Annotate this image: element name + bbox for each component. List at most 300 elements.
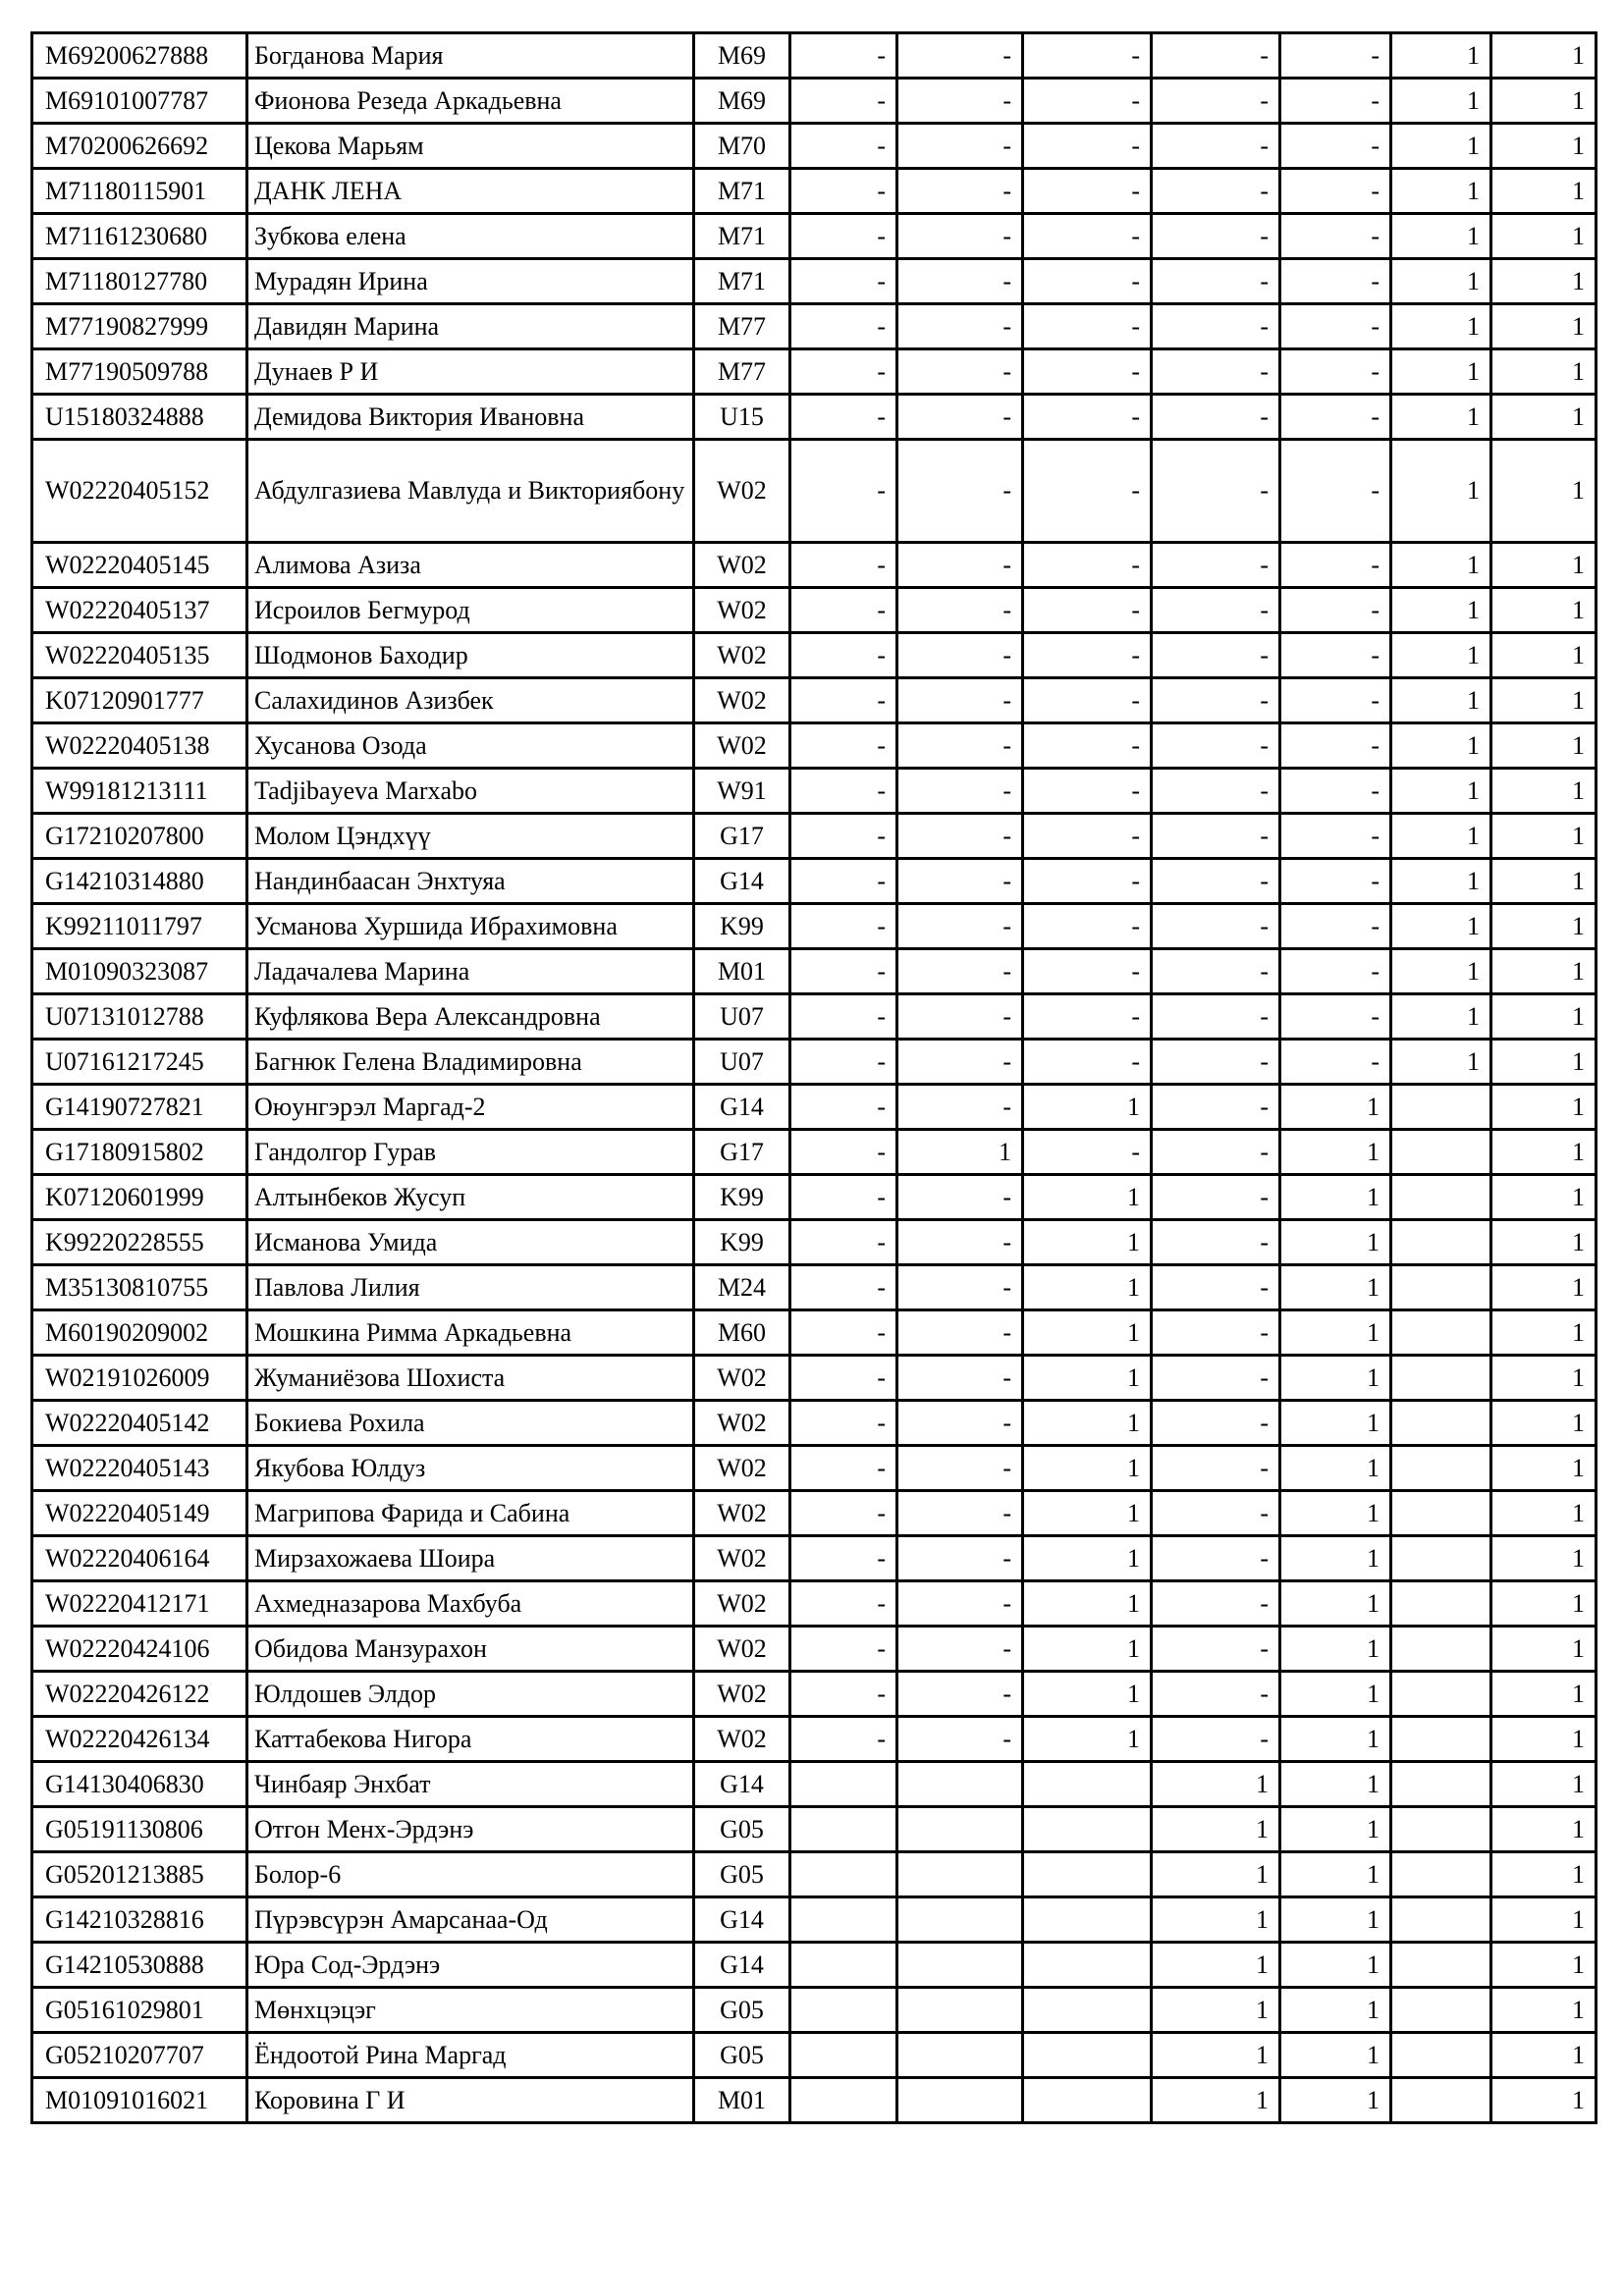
- table-row: [32, 214, 1597, 259]
- name-cell: Юлдошев Элдор: [247, 1672, 694, 1717]
- value-cell-6: [1391, 1130, 1491, 1175]
- value-cell-5: 1: [1280, 1943, 1391, 1988]
- total-cell: 1: [1491, 904, 1597, 949]
- value-cell-1: -: [790, 1717, 897, 1762]
- value-cell-3: -: [1023, 214, 1152, 259]
- value-cell-4: -: [1152, 678, 1280, 723]
- value-cell-3: -: [1023, 395, 1152, 440]
- value-cell-3: -: [1023, 169, 1152, 214]
- total-cell: 1: [1491, 1762, 1597, 1807]
- id-cell: W02191026009: [32, 1356, 247, 1401]
- value-cell-6: 1: [1391, 79, 1491, 124]
- code-cell: W91: [694, 769, 790, 814]
- table-row: [32, 33, 1597, 79]
- id-cell: G17210207800: [32, 814, 247, 859]
- value-cell-1: -: [790, 1220, 897, 1265]
- name-cell: Каттабекова Нигора: [247, 1717, 694, 1762]
- id-cell: W02220426134: [32, 1717, 247, 1762]
- value-cell-1: -: [790, 1310, 897, 1356]
- value-cell-6: 1: [1391, 124, 1491, 169]
- value-cell-5: -: [1280, 259, 1391, 304]
- value-cell-3: -: [1023, 633, 1152, 678]
- name-cell: Магрипова Фарида и Сабина: [247, 1491, 694, 1536]
- value-cell-5: 1: [1280, 1265, 1391, 1310]
- name-cell: Исманова Умида: [247, 1220, 694, 1265]
- value-cell-2: -: [897, 1401, 1023, 1446]
- data-table: [30, 31, 1597, 2124]
- value-cell-6: 1: [1391, 440, 1491, 543]
- code-cell: W02: [694, 678, 790, 723]
- value-cell-5: -: [1280, 33, 1391, 79]
- value-cell-4: -: [1152, 543, 1280, 588]
- value-cell-5: 1: [1280, 1491, 1391, 1536]
- code-cell: G14: [694, 1943, 790, 1988]
- value-cell-4: -: [1152, 214, 1280, 259]
- value-cell-6: 1: [1391, 214, 1491, 259]
- value-cell-1: -: [790, 1491, 897, 1536]
- value-cell-5: 1: [1280, 1581, 1391, 1627]
- name-cell: Жуманиёзова Шохиста: [247, 1356, 694, 1401]
- table-row: [32, 1943, 1597, 1988]
- value-cell-2: -: [897, 1627, 1023, 1672]
- value-cell-5: 1: [1280, 1627, 1391, 1672]
- table-row: [32, 1446, 1597, 1491]
- id-cell: U15180324888: [32, 395, 247, 440]
- value-cell-2: -: [897, 1491, 1023, 1536]
- code-cell: M71: [694, 214, 790, 259]
- value-cell-5: -: [1280, 994, 1391, 1040]
- total-cell: 1: [1491, 79, 1597, 124]
- value-cell-4: 1: [1152, 1807, 1280, 1852]
- value-cell-1: [790, 1943, 897, 1988]
- code-cell: W02: [694, 1581, 790, 1627]
- value-cell-2: [897, 1988, 1023, 2033]
- total-cell: 1: [1491, 1717, 1597, 1762]
- value-cell-4: -: [1152, 1672, 1280, 1717]
- code-cell: W02: [694, 440, 790, 543]
- value-cell-5: 1: [1280, 1130, 1391, 1175]
- value-cell-5: -: [1280, 678, 1391, 723]
- value-cell-1: [790, 1988, 897, 2033]
- value-cell-5: 1: [1280, 1175, 1391, 1220]
- value-cell-3: 1: [1023, 1085, 1152, 1130]
- value-cell-4: -: [1152, 304, 1280, 349]
- value-cell-2: [897, 2033, 1023, 2078]
- total-cell: 1: [1491, 1446, 1597, 1491]
- table-row: [32, 1085, 1597, 1130]
- value-cell-6: [1391, 1988, 1491, 2033]
- value-cell-2: -: [897, 588, 1023, 633]
- value-cell-6: 1: [1391, 543, 1491, 588]
- value-cell-6: 1: [1391, 994, 1491, 1040]
- code-cell: G14: [694, 1897, 790, 1943]
- total-cell: 1: [1491, 769, 1597, 814]
- value-cell-5: 1: [1280, 1085, 1391, 1130]
- code-cell: M69: [694, 33, 790, 79]
- value-cell-2: -: [897, 949, 1023, 994]
- value-cell-6: [1391, 1310, 1491, 1356]
- value-cell-6: [1391, 1897, 1491, 1943]
- name-cell: Оюунгэрэл Маргад-2: [247, 1085, 694, 1130]
- value-cell-3: -: [1023, 349, 1152, 395]
- value-cell-2: -: [897, 259, 1023, 304]
- value-cell-6: [1391, 1672, 1491, 1717]
- code-cell: G14: [694, 1085, 790, 1130]
- value-cell-1: -: [790, 1356, 897, 1401]
- value-cell-2: -: [897, 814, 1023, 859]
- id-cell: W02220412171: [32, 1581, 247, 1627]
- name-cell: Обидова Манзурахон: [247, 1627, 694, 1672]
- value-cell-4: 1: [1152, 2078, 1280, 2123]
- value-cell-6: 1: [1391, 814, 1491, 859]
- name-cell: Нандинбаасан Энхтуяа: [247, 859, 694, 904]
- table-row: [32, 1988, 1597, 2033]
- value-cell-1: [790, 1762, 897, 1807]
- value-cell-1: -: [790, 259, 897, 304]
- total-cell: 1: [1491, 1852, 1597, 1897]
- table-row: [32, 1401, 1597, 1446]
- code-cell: M01: [694, 2078, 790, 2123]
- value-cell-6: 1: [1391, 633, 1491, 678]
- value-cell-1: [790, 1897, 897, 1943]
- name-cell: Юра Сод-Эрдэнэ: [247, 1943, 694, 1988]
- id-cell: M77190827999: [32, 304, 247, 349]
- value-cell-1: -: [790, 304, 897, 349]
- value-cell-4: -: [1152, 633, 1280, 678]
- name-cell: Шодмонов Баходир: [247, 633, 694, 678]
- value-cell-1: [790, 2033, 897, 2078]
- id-cell: W99181213111: [32, 769, 247, 814]
- value-cell-1: -: [790, 33, 897, 79]
- value-cell-6: 1: [1391, 259, 1491, 304]
- value-cell-5: -: [1280, 440, 1391, 543]
- code-cell: W02: [694, 1446, 790, 1491]
- value-cell-1: -: [790, 904, 897, 949]
- id-cell: W02220405145: [32, 543, 247, 588]
- code-cell: G05: [694, 1852, 790, 1897]
- name-cell: Коровина Г И: [247, 2078, 694, 2123]
- table-row: [32, 1356, 1597, 1401]
- value-cell-5: -: [1280, 79, 1391, 124]
- value-cell-1: -: [790, 1175, 897, 1220]
- value-cell-5: 1: [1280, 1717, 1391, 1762]
- code-cell: W02: [694, 543, 790, 588]
- value-cell-4: -: [1152, 949, 1280, 994]
- value-cell-5: 1: [1280, 1401, 1391, 1446]
- value-cell-2: 1: [897, 1130, 1023, 1175]
- value-cell-4: -: [1152, 440, 1280, 543]
- value-cell-5: -: [1280, 395, 1391, 440]
- value-cell-4: -: [1152, 169, 1280, 214]
- value-cell-2: -: [897, 1085, 1023, 1130]
- total-cell: 1: [1491, 1491, 1597, 1536]
- value-cell-5: 1: [1280, 1988, 1391, 2033]
- value-cell-1: -: [790, 124, 897, 169]
- table-row: [32, 1175, 1597, 1220]
- id-cell: M01090323087: [32, 949, 247, 994]
- table-row: [32, 904, 1597, 949]
- value-cell-4: 1: [1152, 2033, 1280, 2078]
- id-cell: M69200627888: [32, 33, 247, 79]
- value-cell-6: [1391, 2033, 1491, 2078]
- total-cell: 1: [1491, 395, 1597, 440]
- code-cell: M70: [694, 124, 790, 169]
- value-cell-6: [1391, 1852, 1491, 1897]
- value-cell-4: -: [1152, 1446, 1280, 1491]
- value-cell-4: -: [1152, 859, 1280, 904]
- value-cell-3: [1023, 1807, 1152, 1852]
- value-cell-5: 1: [1280, 1672, 1391, 1717]
- id-cell: G05161029801: [32, 1988, 247, 2033]
- table-row: [32, 79, 1597, 124]
- value-cell-2: -: [897, 859, 1023, 904]
- value-cell-4: -: [1152, 1265, 1280, 1310]
- code-cell: G05: [694, 1988, 790, 2033]
- value-cell-5: -: [1280, 633, 1391, 678]
- value-cell-1: -: [790, 1446, 897, 1491]
- value-cell-6: [1391, 1446, 1491, 1491]
- id-cell: M71180127780: [32, 259, 247, 304]
- name-cell: Ёндоотой Рина Маргад: [247, 2033, 694, 2078]
- value-cell-1: -: [790, 440, 897, 543]
- table-row: [32, 1581, 1597, 1627]
- value-cell-1: -: [790, 588, 897, 633]
- value-cell-4: -: [1152, 769, 1280, 814]
- value-cell-4: -: [1152, 904, 1280, 949]
- value-cell-5: 1: [1280, 1310, 1391, 1356]
- name-cell: Ладачалева Марина: [247, 949, 694, 994]
- value-cell-1: -: [790, 769, 897, 814]
- value-cell-4: 1: [1152, 1943, 1280, 1988]
- table-row: [32, 2078, 1597, 2123]
- table-row: [32, 769, 1597, 814]
- value-cell-5: 1: [1280, 1536, 1391, 1581]
- total-cell: 1: [1491, 349, 1597, 395]
- total-cell: 1: [1491, 1536, 1597, 1581]
- total-cell: 1: [1491, 723, 1597, 769]
- value-cell-6: [1391, 1356, 1491, 1401]
- id-cell: G17180915802: [32, 1130, 247, 1175]
- value-cell-2: -: [897, 1672, 1023, 1717]
- table-row: [32, 259, 1597, 304]
- value-cell-2: -: [897, 1536, 1023, 1581]
- code-cell: W02: [694, 588, 790, 633]
- value-cell-2: -: [897, 1717, 1023, 1762]
- value-cell-2: -: [897, 395, 1023, 440]
- value-cell-1: -: [790, 633, 897, 678]
- value-cell-3: -: [1023, 814, 1152, 859]
- id-cell: K99211011797: [32, 904, 247, 949]
- value-cell-2: -: [897, 543, 1023, 588]
- value-cell-6: [1391, 1220, 1491, 1265]
- value-cell-4: -: [1152, 1491, 1280, 1536]
- table-row: [32, 859, 1597, 904]
- value-cell-1: -: [790, 1536, 897, 1581]
- table-row: [32, 1040, 1597, 1085]
- value-cell-6: [1391, 1627, 1491, 1672]
- table-row: [32, 2033, 1597, 2078]
- table-row: [32, 395, 1597, 440]
- total-cell: 1: [1491, 1943, 1597, 1988]
- value-cell-3: [1023, 1943, 1152, 1988]
- name-cell: Алтынбеков Жусуп: [247, 1175, 694, 1220]
- id-cell: K07120901777: [32, 678, 247, 723]
- value-cell-1: [790, 1807, 897, 1852]
- table-row: [32, 1536, 1597, 1581]
- table-row: [32, 1310, 1597, 1356]
- value-cell-4: 1: [1152, 1852, 1280, 1897]
- code-cell: W02: [694, 1356, 790, 1401]
- value-cell-3: -: [1023, 124, 1152, 169]
- value-cell-5: -: [1280, 1040, 1391, 1085]
- table-row: [32, 1220, 1597, 1265]
- value-cell-6: 1: [1391, 169, 1491, 214]
- code-cell: M77: [694, 304, 790, 349]
- table-row: [32, 169, 1597, 214]
- id-cell: M35130810755: [32, 1265, 247, 1310]
- id-cell: M71161230680: [32, 214, 247, 259]
- value-cell-2: -: [897, 1581, 1023, 1627]
- id-cell: K99220228555: [32, 1220, 247, 1265]
- value-cell-6: [1391, 1491, 1491, 1536]
- total-cell: 1: [1491, 994, 1597, 1040]
- name-cell: Усманова Хуршида Ибрахимовна: [247, 904, 694, 949]
- table-row: [32, 1717, 1597, 1762]
- value-cell-1: -: [790, 349, 897, 395]
- value-cell-2: -: [897, 1175, 1023, 1220]
- name-cell: Багнюк Гелена Владимировна: [247, 1040, 694, 1085]
- table-row: [32, 633, 1597, 678]
- table-row: [32, 124, 1597, 169]
- value-cell-3: -: [1023, 33, 1152, 79]
- code-cell: M01: [694, 949, 790, 994]
- value-cell-3: 1: [1023, 1491, 1152, 1536]
- total-cell: 1: [1491, 1581, 1597, 1627]
- value-cell-4: -: [1152, 1581, 1280, 1627]
- value-cell-6: 1: [1391, 588, 1491, 633]
- value-cell-5: -: [1280, 214, 1391, 259]
- value-cell-3: 1: [1023, 1175, 1152, 1220]
- total-cell: 1: [1491, 1265, 1597, 1310]
- id-cell: W02220424106: [32, 1627, 247, 1672]
- id-cell: G14190727821: [32, 1085, 247, 1130]
- name-cell: Давидян Марина: [247, 304, 694, 349]
- table-row: [32, 543, 1597, 588]
- id-cell: W02220405143: [32, 1446, 247, 1491]
- value-cell-4: -: [1152, 1175, 1280, 1220]
- value-cell-5: -: [1280, 949, 1391, 994]
- value-cell-1: -: [790, 79, 897, 124]
- value-cell-5: -: [1280, 723, 1391, 769]
- value-cell-2: [897, 2078, 1023, 2123]
- value-cell-4: -: [1152, 1536, 1280, 1581]
- value-cell-1: -: [790, 214, 897, 259]
- total-cell: 1: [1491, 814, 1597, 859]
- value-cell-5: 1: [1280, 1356, 1391, 1401]
- value-cell-6: 1: [1391, 304, 1491, 349]
- total-cell: 1: [1491, 1130, 1597, 1175]
- value-cell-6: [1391, 1085, 1491, 1130]
- value-cell-5: -: [1280, 859, 1391, 904]
- value-cell-1: -: [790, 395, 897, 440]
- value-cell-3: [1023, 1988, 1152, 2033]
- name-cell: Алимова Азиза: [247, 543, 694, 588]
- total-cell: 1: [1491, 1085, 1597, 1130]
- name-cell: Мирзахожаева Шоира: [247, 1536, 694, 1581]
- code-cell: W02: [694, 723, 790, 769]
- value-cell-2: [897, 1943, 1023, 1988]
- value-cell-3: 1: [1023, 1672, 1152, 1717]
- value-cell-1: [790, 2078, 897, 2123]
- value-cell-2: -: [897, 214, 1023, 259]
- value-cell-5: 1: [1280, 2078, 1391, 2123]
- value-cell-1: -: [790, 543, 897, 588]
- id-cell: G05201213885: [32, 1852, 247, 1897]
- value-cell-5: -: [1280, 543, 1391, 588]
- name-cell: Якубова Юлдуз: [247, 1446, 694, 1491]
- name-cell: Отгон Менх-Эрдэнэ: [247, 1807, 694, 1852]
- code-cell: W02: [694, 633, 790, 678]
- id-cell: G05210207707: [32, 2033, 247, 2078]
- total-cell: 1: [1491, 1401, 1597, 1446]
- code-cell: W02: [694, 1672, 790, 1717]
- table-row: [32, 949, 1597, 994]
- value-cell-3: -: [1023, 1040, 1152, 1085]
- value-cell-2: [897, 1852, 1023, 1897]
- value-cell-3: [1023, 1852, 1152, 1897]
- value-cell-2: -: [897, 1356, 1023, 1401]
- table-row: [32, 1897, 1597, 1943]
- value-cell-5: 1: [1280, 1807, 1391, 1852]
- name-cell: Болор-6: [247, 1852, 694, 1897]
- value-cell-4: -: [1152, 1130, 1280, 1175]
- value-cell-2: -: [897, 904, 1023, 949]
- value-cell-6: [1391, 1762, 1491, 1807]
- value-cell-4: -: [1152, 1085, 1280, 1130]
- value-cell-6: 1: [1391, 949, 1491, 994]
- total-cell: 1: [1491, 543, 1597, 588]
- value-cell-1: -: [790, 169, 897, 214]
- name-cell: Исроилов Бегмурод: [247, 588, 694, 633]
- value-cell-1: -: [790, 1627, 897, 1672]
- value-cell-2: -: [897, 769, 1023, 814]
- table-row: [32, 994, 1597, 1040]
- code-cell: U07: [694, 1040, 790, 1085]
- code-cell: W02: [694, 1627, 790, 1672]
- code-cell: U15: [694, 395, 790, 440]
- value-cell-3: 1: [1023, 1356, 1152, 1401]
- value-cell-1: -: [790, 1672, 897, 1717]
- table-row: [32, 1130, 1597, 1175]
- value-cell-5: -: [1280, 814, 1391, 859]
- value-cell-4: -: [1152, 588, 1280, 633]
- table-row: [32, 304, 1597, 349]
- value-cell-4: -: [1152, 1220, 1280, 1265]
- value-cell-3: -: [1023, 904, 1152, 949]
- value-cell-2: -: [897, 304, 1023, 349]
- total-cell: 1: [1491, 588, 1597, 633]
- total-cell: 1: [1491, 1627, 1597, 1672]
- table-row: [32, 723, 1597, 769]
- value-cell-2: -: [897, 1310, 1023, 1356]
- id-cell: G14210314880: [32, 859, 247, 904]
- value-cell-4: 1: [1152, 1762, 1280, 1807]
- value-cell-3: -: [1023, 543, 1152, 588]
- value-cell-3: -: [1023, 859, 1152, 904]
- value-cell-1: -: [790, 1040, 897, 1085]
- total-cell: 1: [1491, 1310, 1597, 1356]
- id-cell: W02220405142: [32, 1401, 247, 1446]
